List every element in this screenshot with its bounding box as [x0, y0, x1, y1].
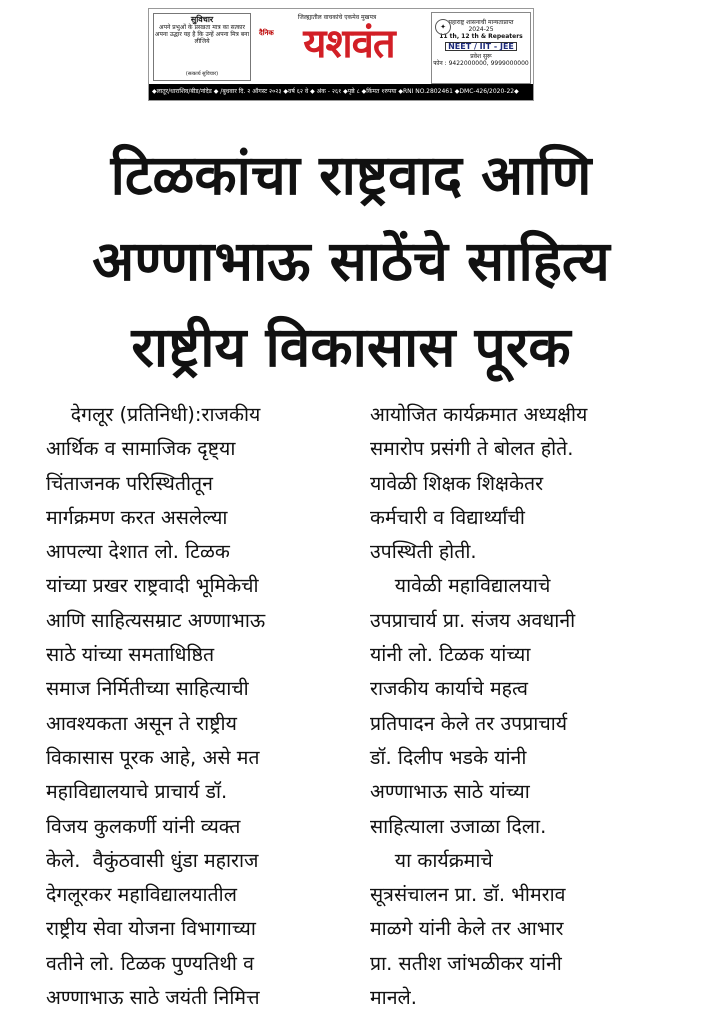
body-line: आयोजित कार्यक्रमात अध्यक्षीय [370, 403, 588, 426]
article-column-left [46, 398, 265, 1015]
suvichar-box [153, 13, 251, 81]
ad-classes: 11 th, 12 th & Repeaters [439, 33, 523, 40]
body-line: आपल्या देशात लो. टिळक [46, 540, 230, 564]
newspaper-logo: यशवंत [303, 21, 395, 67]
body-line: अण्णाभाऊ साठे यांच्या [370, 780, 530, 804]
ad-title: महाराष्ट्र शासनाची मान्यताप्राप्त [448, 19, 514, 26]
ad-contact: प्रवेश सुरू [470, 53, 492, 60]
ad-year: 2024-25 [468, 26, 494, 33]
body-line: सूत्रसंचालन प्रा. डॉ. भीमराव [370, 883, 566, 907]
body-line: राष्ट्रीय सेवा योजना विभागाच्या [46, 917, 256, 941]
body-line: प्रा. सतीश जांभळीकर यांनी [370, 951, 562, 975]
ad-exams: NEET / IIT - JEE [445, 42, 517, 51]
body-line: साठे यांच्या समताधिष्ठित [46, 643, 215, 667]
body-line: माळगे यांनी केले तर आभार [370, 917, 564, 941]
newspaper-masthead [148, 8, 534, 101]
institute-emblem-icon: ✦ [435, 19, 451, 35]
body-line: उपप्राचार्य प्रा. संजय अवधानी [370, 608, 576, 632]
headline-line: टिळकांचा राष्ट्रवाद आणि [110, 143, 592, 207]
body-line: मार्गक्रमण करत असलेल्या [46, 505, 228, 529]
masthead-tagline: जिल्ह्यातील वाचकांचे एकमेव मुखपत्र [297, 14, 377, 21]
body-line: राजकीय कार्याचे महत्व [370, 677, 529, 701]
body-line: आर्थिक व सामाजिक दृष्ट्या [46, 437, 236, 461]
body-line: यांनी लो. टिळक यांच्या [370, 643, 531, 667]
body-line: यावेळी महाविद्यालयाचे [370, 574, 551, 598]
coaching-advertisement [431, 12, 531, 84]
dateline-strip: ◆लातूर/धाराशिव/बीड/नांदेड ◆ /बुधवार दि. २ ऑगस्ट २०२३ ◆वर्ष ६२ वे ◆ अंक - २६१ ◆पृष्ठे ८ ◆किंमत १रुपया ◆RNI NO.2802461 ◆DMC-426/2020-22◆ [149, 84, 533, 100]
masthead-dainik: दैनिक [259, 29, 274, 37]
body-line: यांच्या प्रखर राष्ट्रवादी भूमिकेची [46, 574, 259, 598]
article-column-right [370, 398, 587, 1015]
body-line: अण्णाभाऊ साठे जयंती निमित्त [46, 986, 260, 1010]
body-line: वतीने लो. टिळक पुण्यतिथी व [46, 951, 254, 975]
body-line: आवश्यकता असून ते राष्ट्रीय [46, 711, 237, 735]
body-line: समारोप प्रसंगी ते बोलत होते. [370, 437, 574, 461]
body-line: विकासास पूरक आहे, असे मत [46, 745, 260, 769]
body-line: कर्मचारी व विद्यार्थ्यांची [370, 505, 525, 529]
body-line: प्रतिपादन केले तर उपप्राचार्य [370, 711, 568, 735]
ad-phone: फोन : 9422000000, 9999000000 [433, 60, 529, 67]
body-line: विजय कुलकर्णी यांनी व्यक्त [46, 814, 241, 838]
body-line: समाज निर्मितीच्या साहित्याची [46, 677, 249, 701]
body-line: महाविद्यालयाचे प्राचार्य डॉ. [46, 780, 228, 804]
suvichar-text: अपने प्रभुओं के प्रसन्नता मात्र का सत्कार अपना उद्धार यह है कि उन्हें अपना मित्र बना लीजिये [154, 24, 250, 45]
body-line: मानले. [370, 986, 417, 1010]
body-line: देगलूर (प्रतिनिधी):राजकीय [46, 403, 261, 426]
body-line: देगलूरकर महाविद्यालयातील [46, 883, 237, 907]
body-line: या कार्यक्रमाचे [370, 848, 493, 872]
suvichar-footer: (सत्कार्य सुविचार) [185, 71, 219, 77]
headline-line: राष्ट्रीय विकासास पूरक [131, 315, 571, 379]
body-line: डॉ. दिलीप भडके यांनी [370, 745, 527, 769]
headline-line: अण्णाभाऊ साठेंचे साहित्य [92, 229, 610, 293]
body-line: साहित्याला उजाळा दिला. [370, 814, 547, 838]
suvichar-title: सुविचार [190, 15, 214, 24]
body-line: चिंताजनक परिस्थितीतून [46, 471, 213, 495]
body-line: उपस्थिती होती. [370, 540, 477, 564]
body-line: आणि साहित्यसम्राट अण्णाभाऊ [46, 608, 266, 632]
article-headline [0, 132, 702, 390]
body-line: यावेळी शिक्षक शिक्षकेतर [370, 471, 544, 495]
body-line: केले. वैकुंठवासी धुंडा महाराज [46, 848, 259, 872]
